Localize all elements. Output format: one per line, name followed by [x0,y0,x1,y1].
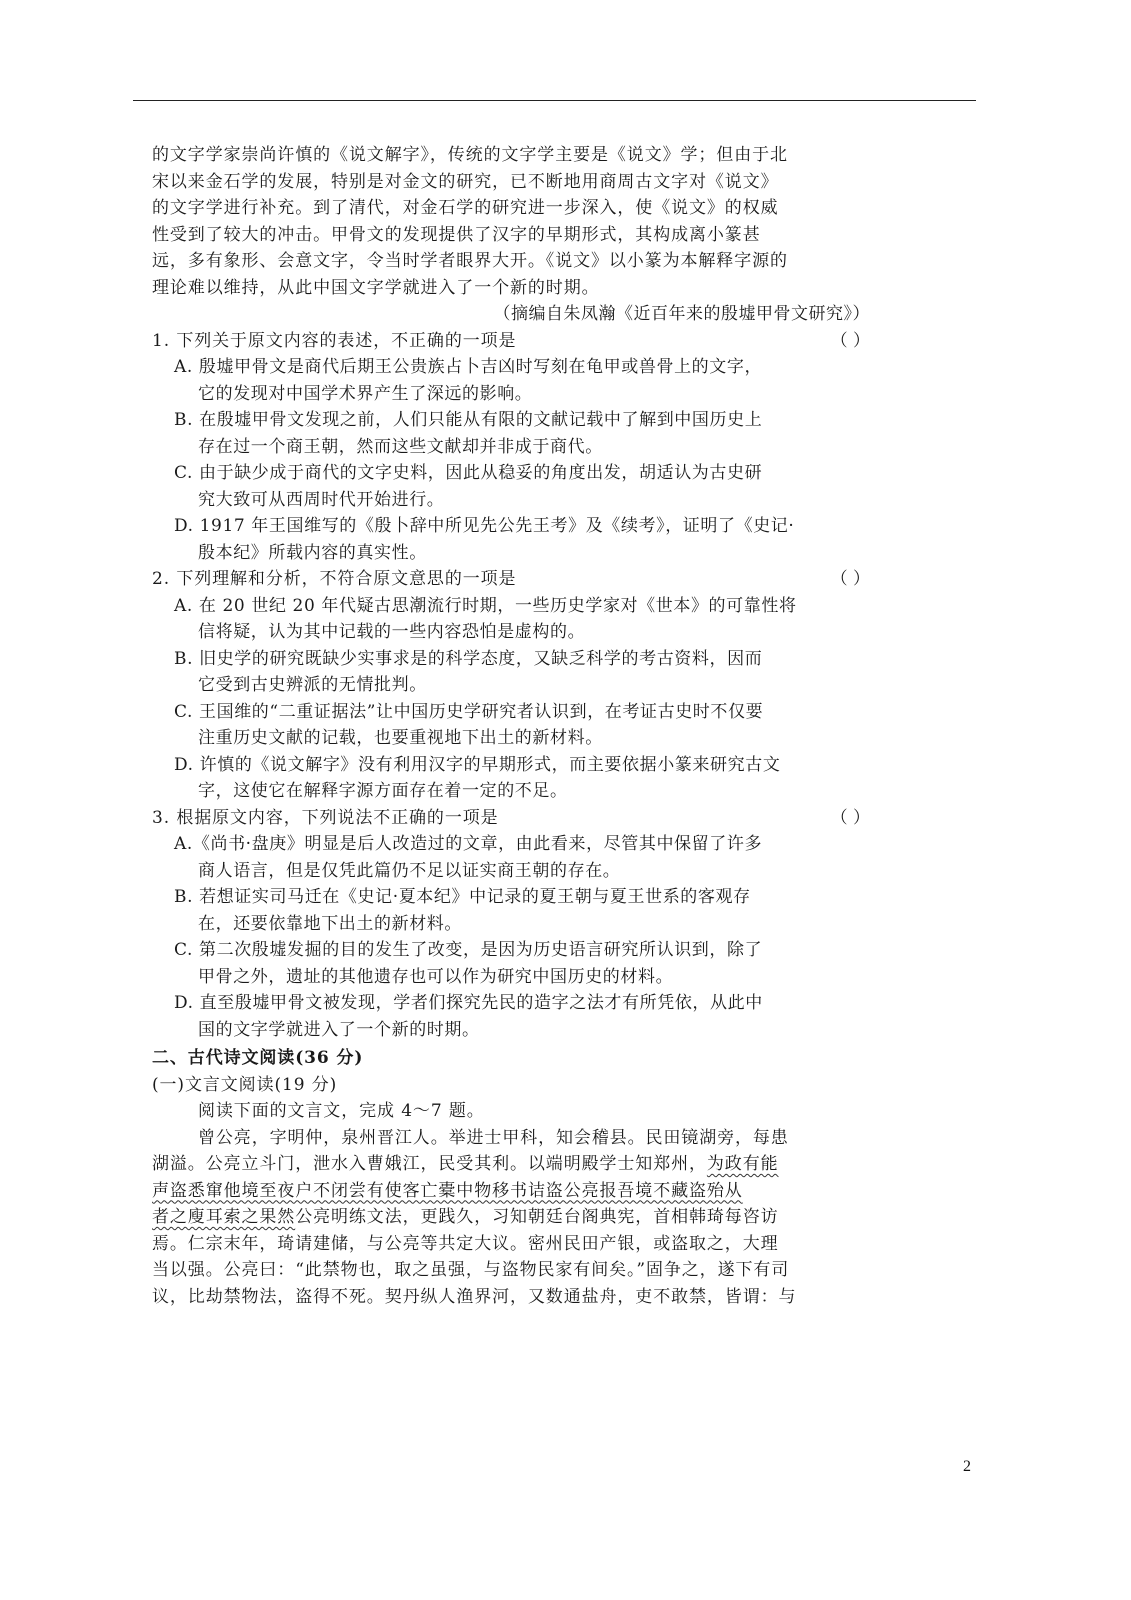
header-rule [133,100,976,101]
answer-blank[interactable]: （ ） [830,807,870,828]
page-number: 2 [963,1458,971,1475]
passage-line: 宋以来金石学的发展，特别是对金文的研究，已不断地用商周古文字对《说文》 [152,171,779,192]
option-d: D. 1917 年王国维写的《殷卜辞中所见先公先王考》及《续考》，证明了《史记· [174,516,795,536]
answer-blank[interactable]: （ ） [830,330,870,351]
classical-line: 焉。仁宗末年，琦请建储，与公亮等共定大议。密州民田产银，或盗取之，大理 [152,1233,779,1254]
section-instruction: 阅读下面的文言文，完成 4～7 题。 [198,1101,485,1121]
passage-source: （摘编自朱凤瀚《近百年来的殷墟甲骨文研究》） [493,304,870,324]
classical-line [152,1178,876,1205]
question-3 [152,805,876,1044]
classical-text: 湖溢。公亮立斗门，泄水入曹娥江，民受其利。以端明殿学士知郑州， [152,1154,707,1174]
option-c-cont: 甲骨之外，遗址的其他遗存也可以作为研究中国历史的材料。 [198,966,674,987]
passage-line: 的文字学进行补充。到了清代，对金石学的研究进一步深入，使《说文》的权威 [152,198,779,218]
section-heading: 二、古代诗文阅读(36 分) [152,1048,364,1068]
option-c: C. 王国维的“二重证据法”让中国历史学研究者认识到，在考证古史时不仅要 [174,701,764,722]
option-d-cont: 字，这使它在解释字源方面存在着一定的不足。 [198,781,568,801]
option-a: A. 在 20 世纪 20 年代疑古思潮流行时期，一些历史学家对《世本》的可靠性将 [174,595,797,616]
wavy-underlined-text: 者之廋耳索之果然 [152,1207,296,1227]
option-d: D. 直至殷墟甲骨文被发现，学者们探究先民的造字之法才有所凭依，从此中 [174,993,763,1013]
page-content [152,142,876,1310]
wavy-underlined-text: 声盗悉窜他境至夜户不闭尝有使客亡橐中物移书诘盗公亮报吾境不藏盗殆从 [152,1180,743,1201]
option-d-cont: 国的文字学就进入了一个新的时期。 [198,1019,480,1040]
classical-passage [152,1125,876,1311]
passage-line: 性受到了较大的冲击。甲骨文的发现提供了汉字的早期形式，其构成离小篆甚 [152,224,761,245]
passage-intro [152,142,876,328]
passage-line: 理论难以维持，从此中国文字学就进入了一个新的时期。 [152,277,600,298]
option-b-cont: 它受到古史辨派的无情批判。 [198,675,427,695]
option-d: D. 许慎的《说文解字》没有利用汉字的早期形式，而主要依据小篆来研究古文 [174,754,781,775]
option-a-cont: 信将疑，认为其中记载的一些内容恐怕是虚构的。 [198,622,586,642]
section-subheading: (一)文言文阅读(19 分) [152,1074,338,1095]
option-b-cont: 在，还要依靠地下出土的新材料。 [198,913,462,934]
option-a-cont: 它的发现对中国学术界产生了深远的影响。 [198,383,533,404]
classical-line [152,1204,876,1231]
section-classical [152,1045,876,1310]
passage-line: 远，多有象形、会意文字，令当时学者眼界大开。《说文》以小篆为本解释字源的 [152,251,788,271]
question-stem: 2. 下列理解和分析，不符合原文意思的一项是 [152,569,517,589]
classical-line: 当以强。公亮曰：“此禁物也，取之虽强，与盗物民家有间矣。”固争之，遂下有司 [152,1260,790,1280]
option-c: C. 由于缺少成于商代的文字史料，因此从稳妥的角度出发，胡适认为古史研 [174,463,763,483]
classical-line: 议，比劫禁物法，盗得不死。契丹纵人渔界河，又数通盐舟，吏不敢禁，皆谓：与 [152,1286,797,1307]
question-stem: 1. 下列关于原文内容的表述，不正确的一项是 [152,330,517,351]
question-2 [152,566,876,805]
classical-line: 曾公亮，字明仲，泉州晋江人。举进士甲科，知会稽县。民田镜湖旁，每患 [198,1127,789,1148]
option-b: B. 若想证实司马迁在《史记·夏本纪》中记录的夏王朝与夏王世系的客观存 [174,887,751,907]
passage-line: 的文字学家崇尚许慎的《说文解字》，传统的文字学主要是《说文》学；但由于北 [152,145,788,165]
answer-blank[interactable]: （ ） [830,569,870,589]
question-1 [152,328,876,567]
option-a-cont: 商人语言，但是仅凭此篇仍不足以证实商王朝的存在。 [198,860,621,881]
option-b-cont: 存在过一个商王朝，然而这些文献却并非成于商代。 [198,436,603,457]
option-b: B. 旧史学的研究既缺少实事求是的科学态度，又缺乏科学的考古资料，因而 [174,648,763,669]
question-stem: 3. 根据原文内容，下列说法不正确的一项是 [152,807,499,828]
option-c-cont: 注重历史文献的记载，也要重视地下出土的新材料。 [198,728,603,748]
option-a: A.《尚书·盘庚》明显是后人改造过的文章，由此看来，尽管其中保留了许多 [174,834,763,854]
option-c-cont: 究大致可从西周时代开始进行。 [198,489,445,510]
classical-text: 公亮明练文法，更践久，习知朝廷台阁典宪，首相韩琦每咨访 [295,1207,779,1227]
wavy-underlined-text: 为政有能 [706,1154,779,1174]
option-a: A. 殷墟甲骨文是商代后期王公贵族占卜吉凶时写刻在龟甲或兽骨上的文字， [174,357,763,377]
classical-line [152,1151,876,1178]
option-c: C. 第二次殷墟发掘的目的发生了改变，是因为历史语言研究所认识到，除了 [174,940,763,960]
option-b: B. 在殷墟甲骨文发现之前，人们只能从有限的文献记载中了解到中国历史上 [174,410,763,430]
option-d-cont: 殷本纪》所载内容的真实性。 [198,542,427,563]
